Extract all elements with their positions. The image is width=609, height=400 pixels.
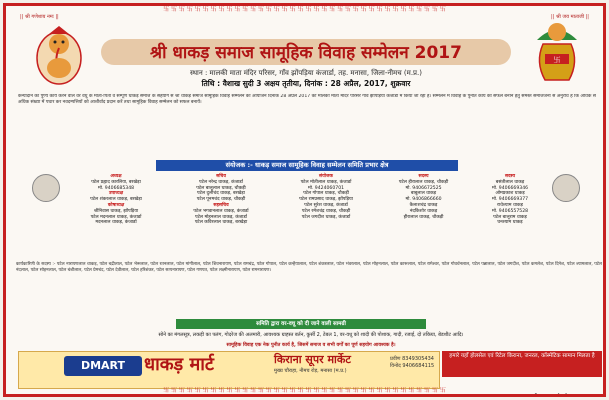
committee-members-paragraph: कार्यकारिणी के सदस्य :- पटेल नारायणलाल धाकड़, पटेल बद्रीलाल, पटेल भेरूलाल, पटेल रतनलाल, पटेल मांगीलाल, पटेल शिवनारायण, पटेल रामचंद्र, पटेल गोपाल, पटेल कन्हैयालाल, पटेल शंकरलाल, पटेल भंवरलाल, पटेल मोहनलाल, पटेल कारूलाल, पटेल रामेश्वर, पटेल गोवर्धनलाल, पटेल पन्नालाल, पटेल जगदीश, पटेल कमलेश, पटेल दिनेश, पटेल श्यामलाल, पटेल नंदलाल, पटेल सोहनलाल, पटेल बंशीलाल, पटेल प्रेमचंद, पटेल देवीलाल, पटेल हरिशंकर, पटेल सत्यनारायण, पटेल गणपत, पटेल लक्ष्मीनारायण, पटेल रामनारायण।: [16, 262, 602, 273]
notice-text: सामूहिक विवाह एक नेक पुनीत कार्य है, जिसमें समाज व सभी वर्गों का पूर्ण सहयोग आवश्यक है।: [226, 343, 396, 348]
avatar: [552, 174, 580, 202]
kalash-icon: [527, 18, 587, 88]
page-title: श्री धाकड़ समाज सामूहिक विवाह सम्मेलन 2017: [150, 43, 462, 63]
member-line: पटेल पूनमचंद धाकड़, चौकड़ी: [196, 197, 246, 203]
shop-type: किराना सूपर मार्केट: [274, 353, 351, 366]
ganesh-icon: [31, 18, 87, 86]
member-line: पटेल भगवानलाल धाकड़, कंजार्डा: [193, 208, 249, 214]
committee-column-2: [171, 174, 271, 226]
member-line: मो. 9424060701: [307, 185, 345, 191]
member-line: पटेल मोतीलाल धाकड़, कंजार्डा: [300, 179, 352, 185]
committee-column-1: [66, 174, 166, 226]
member-line: बाबूलाल धाकड़: [410, 191, 437, 197]
member-line: पटेल कविरलाल धाकड़, बरखेड़ा: [194, 220, 248, 226]
member-line: पटेल दुलीचंद धाकड़, बरखेड़ा: [197, 191, 245, 197]
member-line: पटेल प्रह्लाद कारलिया, बरखेड़ा: [91, 179, 141, 185]
intro-paragraph: कन्यादान का पुण्य कार्य करने वाले वर वधु के माता-पिता व सम्पूर्ण धाकड़ समाज के सहयोग से श्री धाकड़ समाज सामूहिक विवाह सम्मेलन का आयोजन दिनांक 28 अप्रैल 2017 को मालकी माता मंदिर परिसर गाँव झोंपड़िया कंजार्डा में किया जा रहा है। सम्मेलन में विवाह के पुनीत कार्य को सफल बनाने हेतु समस्त समाजजनों से अनुरोध है कि अधिक से अधिक संख्या में पधार कर नवदम्पत्तियों को आशीर्वाद प्रदान करें तथा सामूहिक विवाह सम्मेलन को सफल बनायें।: [18, 94, 596, 105]
member-line: पटेल बालूलाल धाकड़, चौकड़ी: [196, 185, 246, 191]
member-line: पटेल सुरेश धाकड़, कंजार्डा: [304, 202, 348, 208]
svg-text:卐: 卐: [553, 56, 561, 64]
member-line: कैलाशचंद्र धाकड़: [409, 202, 438, 208]
proprietor-line: विनोद 9406684115: [390, 363, 435, 369]
top-left-small-text: || श्री गणेशाय नमः ||: [20, 14, 59, 20]
proprietors: [390, 356, 434, 370]
member-line: पटेल गोपाल धाकड़, चौकड़ी: [303, 191, 349, 197]
committee-column-5: [471, 174, 549, 226]
committee-column-4: [381, 174, 466, 220]
member-line: पटेल बालूराम धाकड़: [493, 214, 527, 220]
member-line: पटेल हीरालाल धाकड़, चौकड़ी: [398, 179, 449, 185]
member-line: मो. 9406669346: [491, 185, 529, 191]
member-line: कोषाध्यक्ष: [107, 202, 125, 208]
member-line: उपाध्यक्ष: [108, 191, 123, 197]
member-line: बसंतीलाल धाकड़: [495, 179, 525, 185]
member-line: पटेल जगदीश धाकड़, कंजार्डा: [301, 214, 351, 220]
invitation-poster: [3, 3, 606, 397]
gifts-list: सोने का मंगलसूत्र, लकड़ी का पलंग, गोदरेज की अलमारी, आवश्यक ग्राहस्त बर्तन, कुर्सी 2, टेबल 1, वर-वधू को शादी की पोशाक, गादी, रजाई, दो तकिया, बेडशीट आदि।: [158, 332, 464, 338]
swastik-border-top: 卐 卐 卐 卐 卐 卐 卐 卐 卐 卐 卐 卐 卐 卐 卐 卐 卐 卐 卐 卐 卐 卐 卐 卐 卐 卐 卐 卐 卐 卐 卐 卐 卐 卐 卐 卐: [163, 6, 446, 13]
top-right-small-text: || श्री जय माताजी ||: [551, 14, 589, 20]
member-line: मो. 9406672525: [405, 185, 442, 191]
member-line: मो. 9406866660: [405, 197, 442, 203]
column-heading: सदस्य: [505, 174, 515, 179]
member-line: मो. 9406557528: [491, 208, 529, 214]
member-line: मो. 9406669377: [491, 197, 529, 203]
member-line: पटेल रमेशचंद्र धाकड़, चौकड़ी: [301, 208, 351, 214]
venue-text: स्थान : मालकी माता मंदिर परिसर, गाँव झोंपड़िया कंजार्डा, तह. मनासा, जिला-नीमच (म.प्र.): [189, 69, 422, 77]
date-text: तिथि : वैशाख सुदी 3 अक्षय तृतीया, दिनांक : 28 अप्रैल, 2017, शुक्रवार: [201, 79, 411, 88]
swastik-border-bottom: 卐 卐 卐 卐 卐 卐 卐 卐 卐 卐 卐 卐 卐 卐 卐 卐 卐 卐 卐 卐 卐 卐 卐 卐 卐 卐 卐 卐 卐 卐 卐 卐 卐 卐 卐 卐: [163, 387, 446, 394]
committee-band: संयोजक :- धाकड़ समाज सामूहिक विवाह सम्मेलन समिति प्रभार क्षेत्र: [156, 160, 458, 171]
dmart-logo: DMART: [64, 356, 142, 376]
avatar: [32, 174, 60, 202]
shop-address: मुख्य चौराहा, नीमच रोड़, मनासा (म.प्र.): [274, 368, 347, 374]
shop-name: धाकड़ मार्ट: [144, 354, 214, 375]
column-heading: सचिव: [216, 174, 226, 179]
member-line: सहसचिव: [213, 202, 229, 208]
member-line: श्रीनिवास धाकड़, झोंपड़िया: [93, 208, 139, 214]
proprietor-line: प्रवीण 8349305434: [390, 356, 434, 362]
gifts-band: समिति द्वारा वर-वधू को दी जाने वाली सामग्री: [176, 319, 426, 329]
member-line: राधेश्याम धाकड़: [497, 202, 523, 208]
member-line: मो. 9406685348: [97, 185, 135, 191]
member-line: नंदकिशोर धाकड़: [409, 208, 438, 214]
member-line: घनश्याम धाकड़: [497, 220, 523, 226]
member-line: ओमप्रकाश धाकड़: [495, 191, 525, 197]
member-line: पटेल मदनलाल धाकड़, कंजार्डा: [90, 214, 142, 220]
member-line: पटेल शंकरलाल धाकड़, बरखेड़ा: [90, 197, 142, 203]
member-line: पटेल नरेन्द्र धाकड़, कंजार्डा: [199, 179, 243, 185]
member-line: पटेल मोहनलाल धाकड़, कंजार्डा: [195, 214, 247, 220]
column-heading: संयोजक: [319, 174, 333, 179]
column-heading: सदस्य: [418, 174, 429, 179]
member-line: मदनलाल धाकड़, कंजार्डा: [95, 220, 137, 226]
member-line: हीरालाल धाकड़, चौकड़ी: [403, 214, 444, 220]
printer-credit: मुद्रक: बाबा मल्टीकलर वर्क्स, मो. 9300067593: [502, 394, 606, 397]
committee-column-3: [276, 174, 376, 220]
member-line: पटेल रामप्रसाद धाकड़, झोंपड़िया: [299, 197, 353, 203]
column-heading: अध्यक्ष: [110, 174, 122, 179]
advert-box: हमारे यहाँ होलसेल एवं रिटेल किराना, जनरल, कॉस्मेटिक सामान मिलता है: [442, 351, 602, 377]
